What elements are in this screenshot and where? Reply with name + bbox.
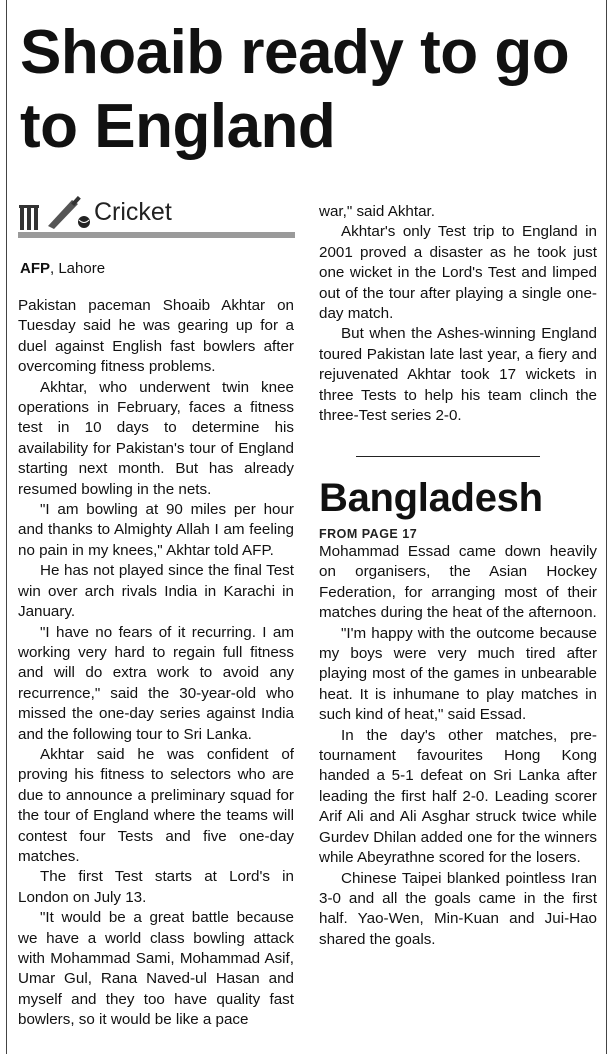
section-kicker bbox=[18, 196, 295, 240]
paragraph: Chinese Taipei blanked pointless Iran 3-0 and all the goals came in the first half. Yao-Wen, Min-Kuan and Jui-Hao shared the goals. bbox=[319, 869, 597, 948]
paragraph: "I am bowling at 90 miles per hour and thanks to Almighty Allah I am feeling no pain in my knees," Akhtar told AFP. bbox=[18, 501, 294, 559]
section-underline bbox=[18, 232, 295, 238]
story-column-left bbox=[18, 296, 294, 1031]
paragraph: war," said Akhtar. bbox=[319, 203, 435, 220]
story-divider bbox=[356, 456, 540, 457]
jump-line: FROM PAGE 17 bbox=[319, 527, 418, 541]
paragraph: "It would be a great battle because we have a world class bowling attack with Mohammad Sami, Mohammad Asif, Umar Gul, Rana Naved-ul Hasan and myself and they too have quality fast bowlers, so it would be like a pace bbox=[18, 909, 294, 1029]
paragraph: In the day's other matches, pre-tournament favourites Hong Kong handed a 5-1 defeat on Sri Lanka after leading the first half 2-0. Leading scorer Arif Ali and Ali Asghar struck twice while Gurdev Dhilan added one for the winners while Abeyrathne scored for the losers. bbox=[319, 726, 597, 867]
paragraph: Akhtar's only Test trip to England in 2001 proved a disaster as he took just one wicket in the Lord's Test and limped out of the tour after playing a single one-day match. bbox=[319, 223, 597, 323]
dateline-source: AFP bbox=[20, 260, 50, 277]
paragraph: "I have no fears of it recurring. I am working very hard to regain full fitness and will do extra work to avoid any recurrence," said the 30-year-old who missed the one-day series against India and the following tour to Sri Lanka. bbox=[18, 623, 294, 743]
headline: Shoaib ready to go to England bbox=[20, 18, 570, 161]
paragraph: The first Test starts at Lord's in London on July 13. bbox=[18, 868, 294, 906]
second-story-column bbox=[319, 542, 597, 950]
dateline bbox=[20, 259, 105, 279]
dateline-separator: , bbox=[50, 260, 55, 277]
paragraph: "I'm happy with the outcome because my boys were very much tired after playing most of the games in unbearable heat. It is inhumane to play matches in such kind of heat," said Essad. bbox=[319, 624, 597, 724]
paragraph: Akhtar, who underwent twin knee operations in February, faces a fitness test in 10 days to determine his availability for Pakistan's tour of England starting next month. But has already resumed bowling in the nets. bbox=[18, 378, 294, 498]
cricket-icon bbox=[18, 196, 92, 230]
story-column-right bbox=[319, 202, 597, 426]
section-label: Cricket bbox=[94, 198, 172, 226]
paragraph: But when the Ashes-winning England toured Pakistan late last year, a fiery and rejuvenated Akhtar took 17 wickets in three Tests to help his team clinch the three-Test series 2-0. bbox=[319, 325, 597, 425]
dateline-place: Lahore bbox=[58, 260, 106, 277]
second-story-headline: Bangladesh bbox=[319, 476, 543, 520]
paragraph: Mohammad Essad came down heavily on organisers, the Asian Hockey Federation, for arranging most of their matches during the heat of the afternoon. bbox=[319, 543, 597, 622]
page-border-right bbox=[606, 0, 607, 1054]
paragraph: Pakistan paceman Shoaib Akhtar on Tuesday said he was gearing up for a duel against English fast bowlers after overcoming fitness problems. bbox=[18, 297, 294, 376]
paragraph: Akhtar said he was confident of proving his fitness to selectors who are due to announce a preliminary squad for the tour of England where the teams will contest four Tests and five one-day matches. bbox=[18, 745, 294, 865]
page-border-left bbox=[6, 0, 7, 1054]
paragraph: He has not played since the final Test win over arch rivals India in Karachi in January. bbox=[18, 562, 294, 621]
